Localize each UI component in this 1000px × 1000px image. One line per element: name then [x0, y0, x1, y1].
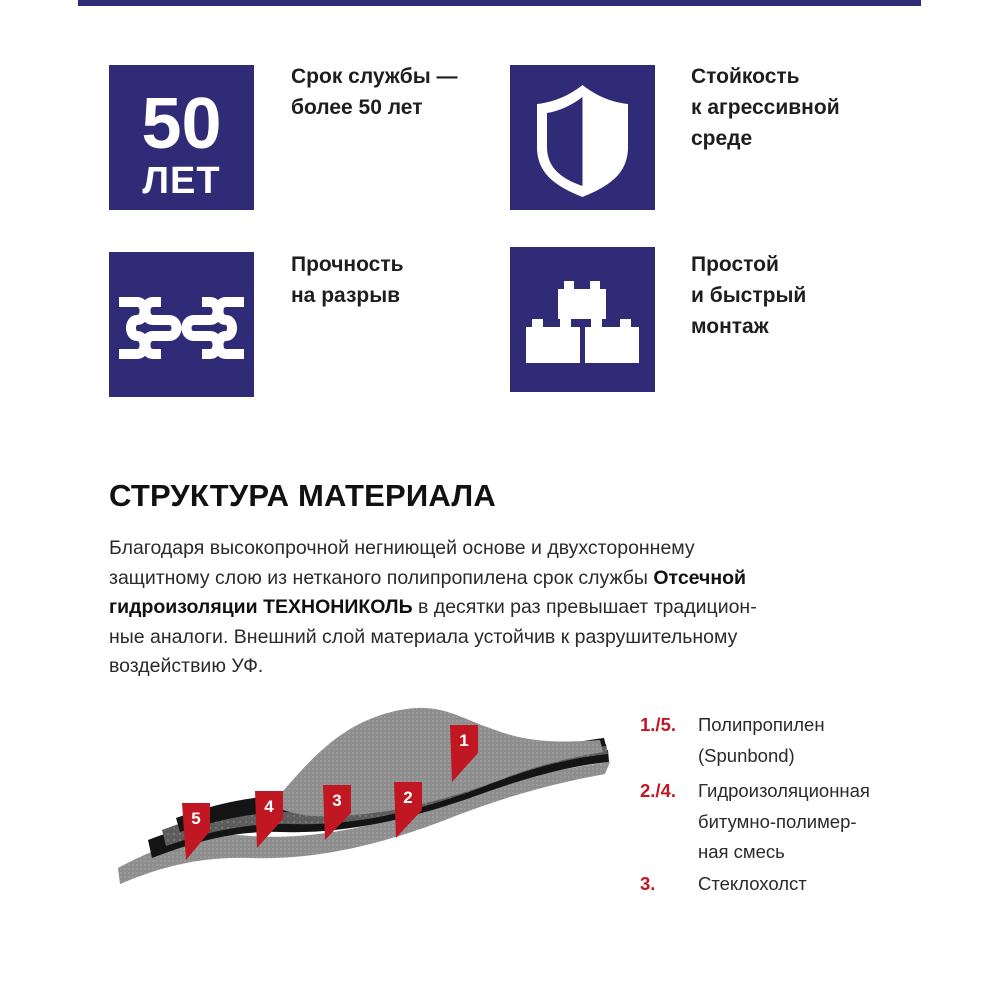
feature-line: Срок службы — — [291, 65, 458, 88]
layer-marker: 4 — [264, 797, 274, 816]
feature-line: на разрыв — [291, 284, 401, 307]
section-title: СТРУКТУРА МАТЕРИАЛА — [109, 478, 496, 513]
feature-resistance-text — [691, 61, 840, 154]
feature-line: Простой — [691, 253, 779, 276]
shield-icon — [510, 65, 655, 210]
description-line — [109, 564, 899, 594]
legend-number: 3. — [640, 873, 656, 894]
legend-description — [698, 776, 870, 868]
fifty-years-icon — [109, 65, 254, 210]
legend-line: Гидроизоляционная — [698, 780, 870, 801]
layer-marker: 2 — [403, 788, 413, 807]
feature-line: Стойкость — [691, 65, 800, 88]
description-product-name: Отсечной — [653, 566, 747, 589]
description-line: воздействию УФ. — [109, 655, 264, 677]
material-description — [109, 534, 899, 682]
legend-description — [698, 710, 825, 771]
material-layers-diagram — [100, 700, 620, 900]
description-text: защитному слою из нетканого полипропилена срок службы — [109, 566, 654, 589]
feature-lifespan-text — [291, 61, 457, 123]
legend-line: Стеклохолст — [698, 873, 807, 894]
chain-icon — [109, 252, 254, 397]
feature-line: к агрессивной — [691, 96, 840, 119]
legend-description — [698, 869, 807, 900]
feature-strength-text — [291, 249, 404, 311]
bricks-icon — [510, 247, 655, 392]
legend-line: Полипропилен — [698, 714, 825, 735]
feature-line: монтаж — [691, 315, 769, 338]
layer-marker: 5 — [191, 809, 201, 828]
top-accent-bar — [78, 0, 921, 6]
feature-line: среде — [691, 127, 753, 150]
legend-number: 1./5. — [640, 714, 676, 735]
description-line: Благодаря высокопрочной негниющей основе и двухстороннему — [109, 537, 695, 559]
feature-line: и быстрый — [691, 284, 807, 307]
layer-marker: 1 — [459, 731, 469, 750]
layer-marker: 3 — [332, 791, 342, 810]
legend-number: 2./4. — [640, 780, 676, 801]
top-layer — [270, 708, 603, 816]
legend-line: (Spunbond) — [698, 744, 795, 766]
fifty-years-label: ЛЕТ — [142, 160, 221, 202]
legend-line: ная смесь — [698, 841, 785, 862]
description-line — [109, 593, 899, 623]
feature-installation-text — [691, 249, 806, 342]
description-text: в десятки раз превышает традицион- — [412, 596, 757, 618]
description-product-name: гидроизоляции ТЕХНОНИКОЛЬ — [109, 596, 413, 618]
feature-line: Прочность — [291, 253, 404, 276]
description-line: ные аналоги. Внешний слой материала устойчив к разрушительному — [109, 625, 738, 648]
feature-line: более 50 лет — [291, 96, 423, 119]
fifty-years-number: 50 — [141, 84, 222, 164]
legend-line: битумно-полимер- — [698, 810, 857, 832]
